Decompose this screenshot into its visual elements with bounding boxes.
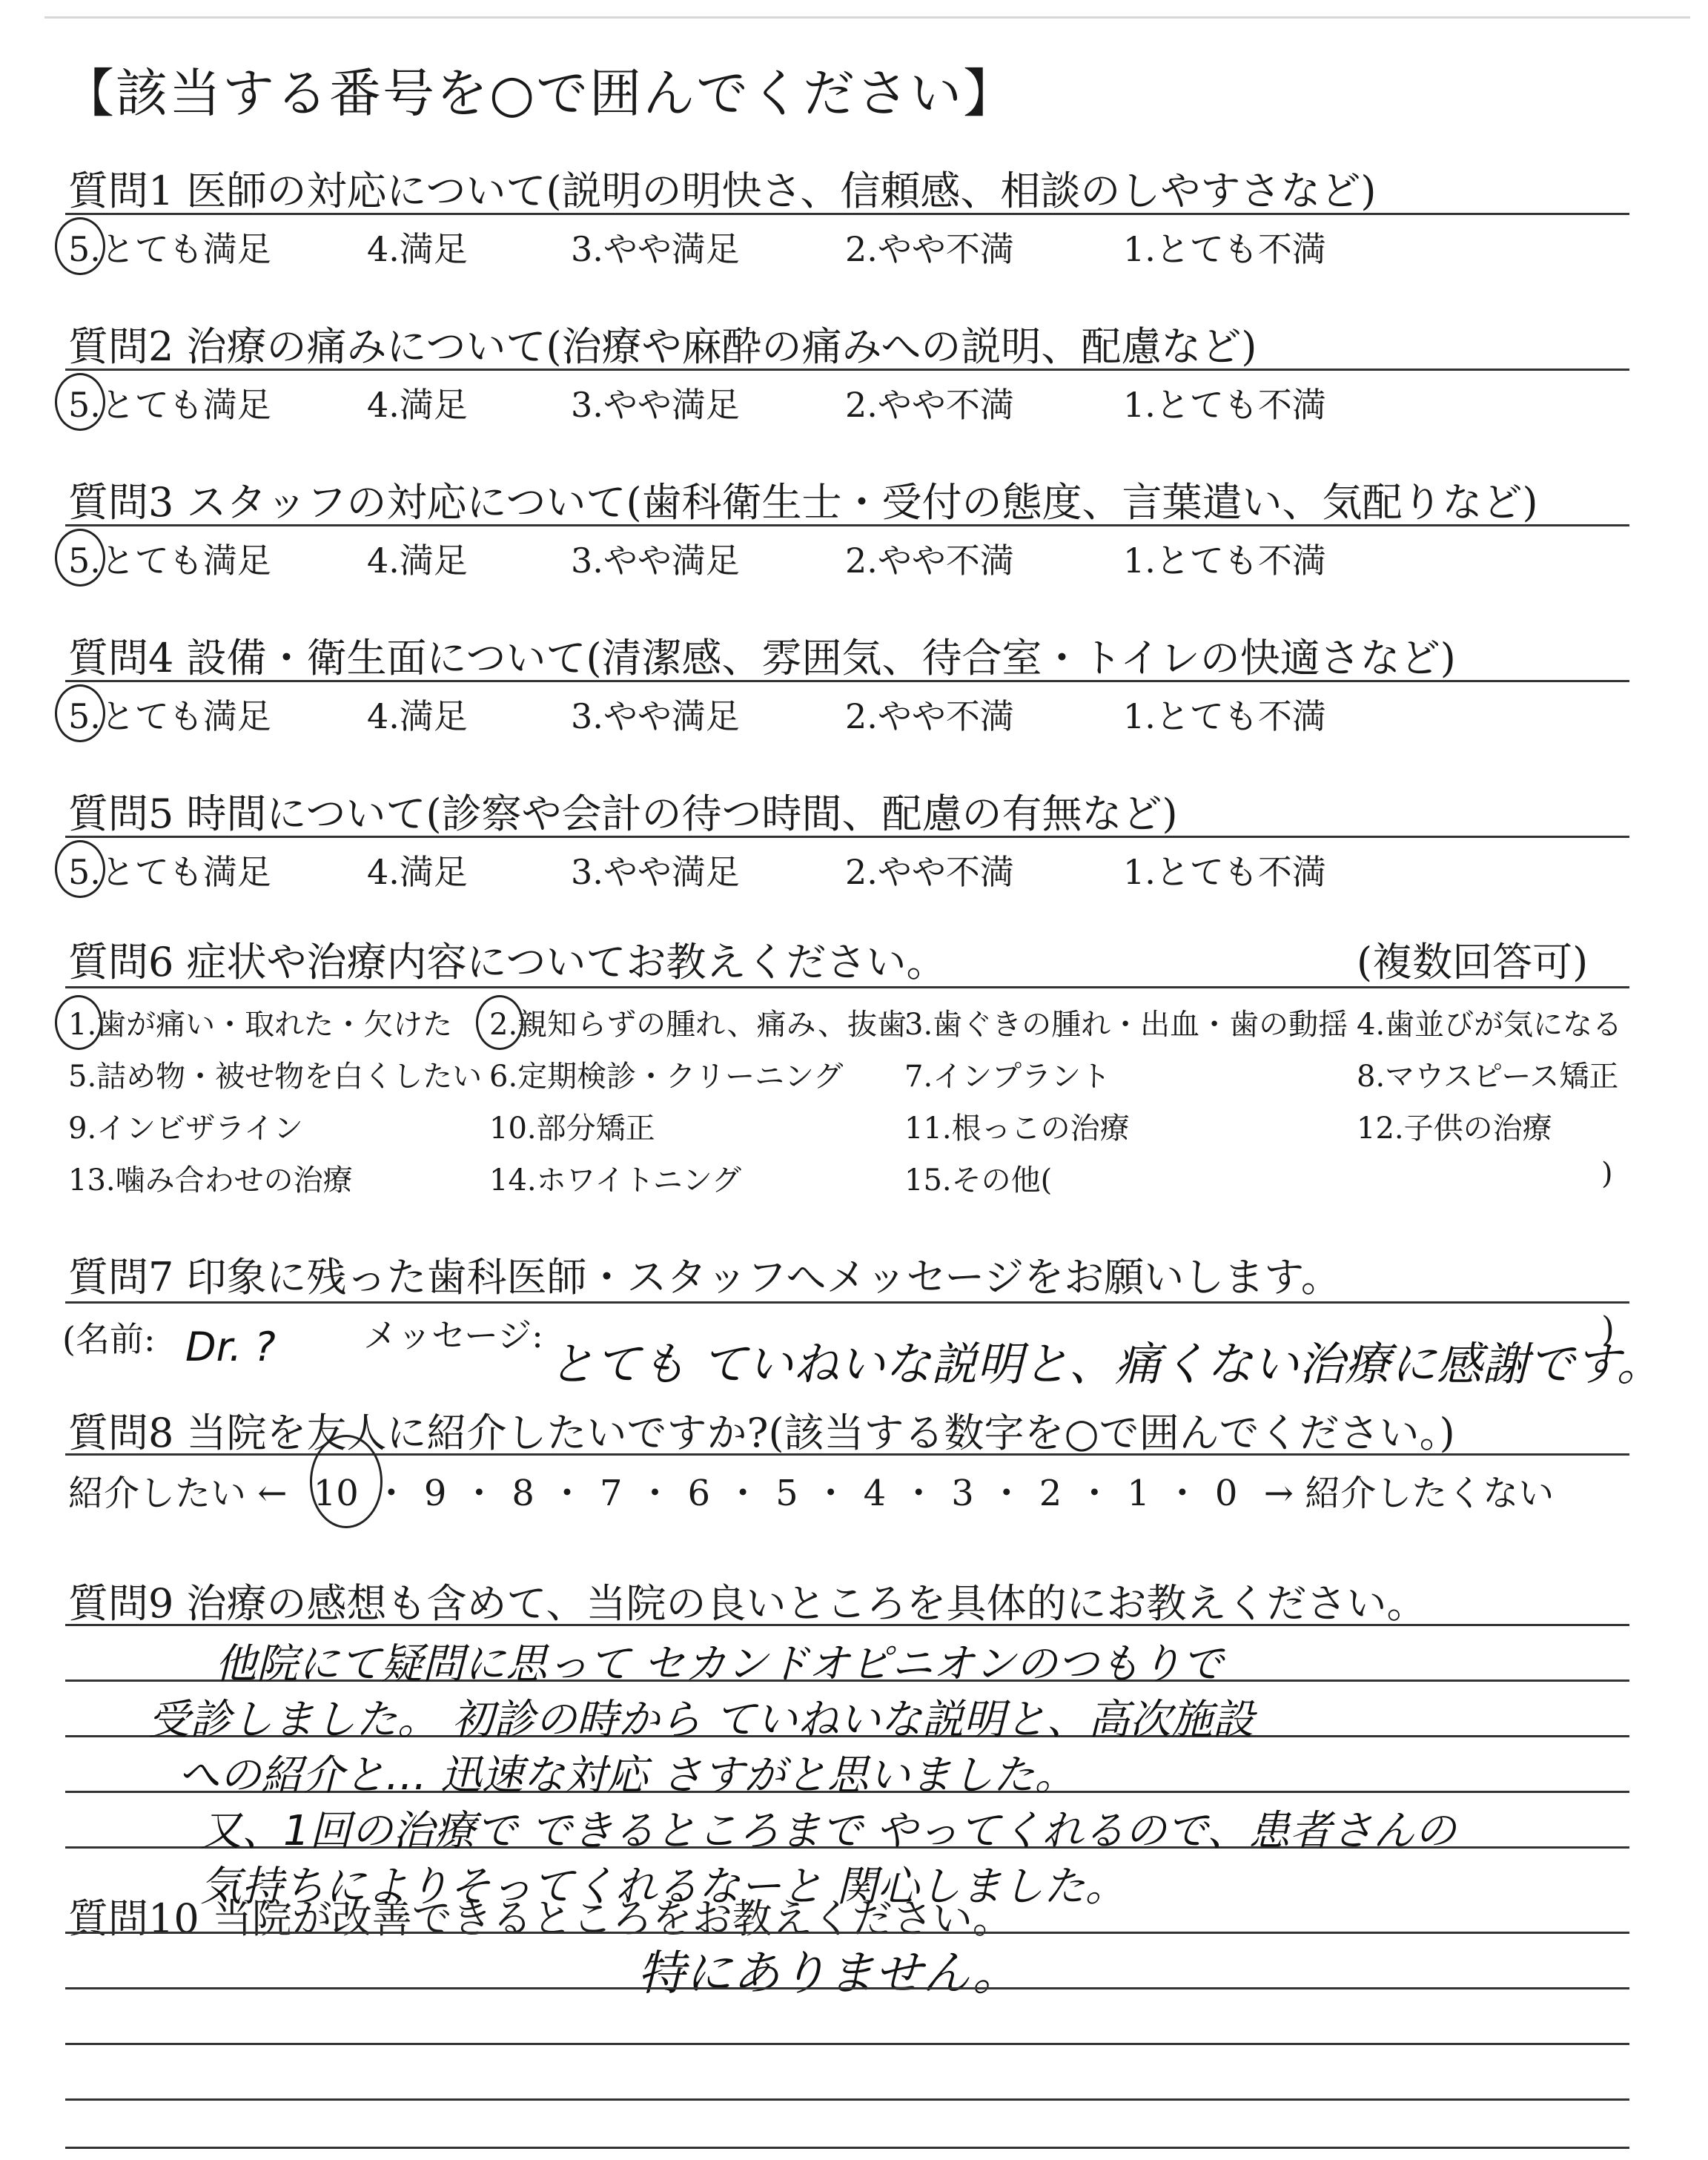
q4-selected-circle bbox=[55, 684, 105, 742]
scale-separator: ・ bbox=[1076, 1473, 1113, 1514]
q10-rule-5 bbox=[65, 2147, 1629, 2149]
q10-rule-1 bbox=[65, 1932, 1629, 1934]
q3-option-3[interactable]: 3.やや満足 bbox=[571, 541, 740, 581]
q6-option-10[interactable]: 10.部分矯正 bbox=[489, 1112, 655, 1146]
q6-option-14[interactable]: 14.ホワイトニング bbox=[489, 1163, 742, 1198]
q10-rule-4 bbox=[65, 2098, 1629, 2101]
scale-right-label: → 紹介したくない bbox=[1263, 1473, 1555, 1514]
q9-answer-line-1[interactable]: 他院にて疑問に思って セカンドオピニオンのつもりで bbox=[215, 1640, 1224, 1688]
q6-option-12[interactable]: 12.子供の治療 bbox=[1357, 1112, 1552, 1146]
q4-option-3[interactable]: 3.やや満足 bbox=[571, 696, 740, 736]
scale-left-label: 紹介したい ← bbox=[68, 1473, 288, 1514]
scale-value-5[interactable]: 5 bbox=[775, 1473, 798, 1514]
q6-option-4[interactable]: 4.歯並びが気になる bbox=[1357, 1008, 1623, 1042]
q5-option-5[interactable]: 5.とても満足 bbox=[68, 852, 271, 892]
q9-answer-line-5[interactable]: 気持ちによりそってくれるなーと 関心しました。 bbox=[200, 1863, 1127, 1911]
q1-option-4[interactable]: 4.満足 bbox=[367, 229, 468, 269]
q5-option-1[interactable]: 1.とても不満 bbox=[1123, 852, 1326, 892]
q3-label: 質問3 スタッフの対応について(歯科衛生士・受付の態度、言葉遣い、気配りなど) bbox=[68, 479, 1538, 526]
q4-label: 質問4 設備・衛生面について(清潔感、雰囲気、待合室・トイレの快適さなど) bbox=[68, 635, 1456, 681]
q6-note: (複数回答可) bbox=[1357, 939, 1589, 985]
q3-option-1[interactable]: 1.とても不満 bbox=[1123, 541, 1326, 581]
q6-selected-circle-1 bbox=[55, 995, 102, 1050]
q6-option-8[interactable]: 8.マウスピース矯正 bbox=[1357, 1060, 1619, 1094]
q6-option-3[interactable]: 3.歯ぐきの腫れ・出血・歯の動揺 bbox=[904, 1008, 1348, 1042]
q5-label: 質問5 時間について(診察や会計の待つ時間、配慮の有無など) bbox=[68, 790, 1178, 837]
q6-rule bbox=[65, 986, 1629, 988]
scale-value-10[interactable]: 10 bbox=[313, 1473, 359, 1514]
top-border bbox=[44, 16, 1690, 19]
scale-selected-circle bbox=[310, 1435, 383, 1528]
scale-value-6[interactable]: 6 bbox=[687, 1473, 711, 1514]
q7-name-value[interactable]: Dr. ? bbox=[185, 1324, 276, 1370]
q10-label: 質問10 当院が改善できるところをお教えください。 bbox=[68, 1895, 1013, 1942]
scale-value-9[interactable]: 9 bbox=[423, 1473, 447, 1514]
scale-separator: ・ bbox=[901, 1473, 937, 1514]
scale-value-3[interactable]: 3 bbox=[951, 1473, 974, 1514]
q9-answer-line-4[interactable]: 又、1回の治療で できるところまで やってくれるので、患者さんの bbox=[200, 1807, 1457, 1855]
q7-message-label: メッセージ: bbox=[363, 1315, 543, 1355]
q2-label: 質問2 治療の痛みについて(治療や麻酔の痛みへの説明、配慮など) bbox=[68, 323, 1257, 370]
form-title: 【該当する番号を○で囲んでください】 bbox=[62, 63, 1017, 124]
q6-option-5[interactable]: 5.詰め物・被せ物を白くしたい bbox=[68, 1060, 483, 1094]
q6-option-1[interactable]: 1.歯が痛い・取れた・欠けた bbox=[68, 1008, 453, 1042]
q10-rule-2 bbox=[65, 1987, 1629, 1989]
scale-separator: ・ bbox=[461, 1473, 497, 1514]
q10-rule-3 bbox=[65, 2043, 1629, 2045]
q8-rule bbox=[65, 1453, 1629, 1456]
scale-separator: ・ bbox=[373, 1473, 409, 1514]
q8-label: 質問8 当院を友人に紹介したいですか?(該当する数字を○で囲んでください。) bbox=[68, 1410, 1455, 1456]
q3-option-4[interactable]: 4.満足 bbox=[367, 541, 468, 581]
q2-option-2[interactable]: 2.やや不満 bbox=[845, 385, 1014, 425]
q6-option-7[interactable]: 7.インプラント bbox=[904, 1060, 1111, 1094]
q7-rule bbox=[65, 1301, 1629, 1304]
q5-option-3[interactable]: 3.やや満足 bbox=[571, 852, 740, 892]
q5-rule bbox=[65, 836, 1629, 838]
q6-selected-circle-2 bbox=[476, 995, 523, 1050]
scale-separator: ・ bbox=[637, 1473, 673, 1514]
q2-option-1[interactable]: 1.とても不満 bbox=[1123, 385, 1326, 425]
scale-value-1[interactable]: 1 bbox=[1127, 1473, 1150, 1514]
q3-rule bbox=[65, 524, 1629, 526]
q5-option-2[interactable]: 2.やや不満 bbox=[845, 852, 1014, 892]
q2-option-5[interactable]: 5.とても満足 bbox=[68, 385, 271, 425]
q3-option-2[interactable]: 2.やや不満 bbox=[845, 541, 1014, 581]
q4-option-2[interactable]: 2.やや不満 bbox=[845, 696, 1014, 736]
recommend-scale bbox=[68, 1464, 1554, 1516]
q1-option-3[interactable]: 3.やや満足 bbox=[571, 229, 740, 269]
q4-rule bbox=[65, 680, 1629, 682]
q7-name-label: (名前: bbox=[62, 1319, 156, 1359]
q5-selected-circle bbox=[55, 840, 105, 898]
q10-answer[interactable]: 特にありません。 bbox=[638, 1946, 1020, 2001]
q7-label: 質問7 印象に残った歯科医師・スタッフへメッセージをお願いします。 bbox=[68, 1254, 1341, 1301]
q6-option-13[interactable]: 13.噛み合わせの治療 bbox=[68, 1163, 353, 1198]
q1-option-1[interactable]: 1.とても不満 bbox=[1123, 229, 1326, 269]
q5-option-4[interactable]: 4.満足 bbox=[367, 852, 468, 892]
scale-value-8[interactable]: 8 bbox=[512, 1473, 534, 1514]
q4-option-5[interactable]: 5.とても満足 bbox=[68, 696, 271, 736]
scale-value-7[interactable]: 7 bbox=[599, 1473, 623, 1514]
q9-label: 質問9 治療の感想も含めて、当院の良いところを具体的にお教えください。 bbox=[68, 1580, 1427, 1627]
q6-option-2[interactable]: 2.親知らずの腫れ、痛み、抜歯 bbox=[489, 1008, 907, 1042]
scale-value-4[interactable]: 4 bbox=[863, 1473, 887, 1514]
scale-separator: ・ bbox=[549, 1473, 585, 1514]
q6-option-6[interactable]: 6.定期検診・クリーニング bbox=[489, 1060, 844, 1094]
q3-option-5[interactable]: 5.とても満足 bbox=[68, 541, 271, 581]
q4-option-4[interactable]: 4.満足 bbox=[367, 696, 468, 736]
q9-rule-1 bbox=[65, 1624, 1629, 1626]
scale-value-2[interactable]: 2 bbox=[1039, 1473, 1062, 1514]
scale-separator: ・ bbox=[725, 1473, 761, 1514]
q2-rule bbox=[65, 369, 1629, 371]
q6-label: 質問6 症状や治療内容についてお教えください。 bbox=[68, 939, 947, 985]
q6-option-11[interactable]: 11.根っこの治療 bbox=[904, 1112, 1130, 1146]
q1-option-2[interactable]: 2.やや不満 bbox=[845, 229, 1014, 269]
scale-separator: ・ bbox=[988, 1473, 1025, 1514]
q6-option-9[interactable]: 9.インビザライン bbox=[68, 1112, 303, 1146]
q2-option-4[interactable]: 4.満足 bbox=[367, 385, 468, 425]
q9-answer-line-2[interactable]: 受診しました。 初診の時から ていねいな説明と、高次施設 bbox=[148, 1696, 1254, 1744]
q7-message-value[interactable]: とても ていねいな説明と、痛くない治療に感謝です。 bbox=[549, 1337, 1663, 1391]
q7-close-paren: ) bbox=[1601, 1309, 1615, 1349]
q1-option-5[interactable]: 5.とても満足 bbox=[68, 229, 271, 269]
q2-selected-circle bbox=[55, 373, 105, 431]
q1-rule bbox=[65, 213, 1629, 215]
q2-option-3[interactable]: 3.やや満足 bbox=[571, 385, 740, 425]
q1-selected-circle bbox=[55, 217, 105, 275]
scale-value-0[interactable]: 0 bbox=[1214, 1473, 1238, 1514]
scale-separator: ・ bbox=[812, 1473, 849, 1514]
q4-option-1[interactable]: 1.とても不満 bbox=[1123, 696, 1326, 736]
q6-option-15[interactable]: 15.その他( bbox=[904, 1163, 1053, 1198]
q6-other-close: ) bbox=[1601, 1157, 1613, 1191]
q1-label: 質問1 医師の対応について(説明の明快さ、信頼感、相談のしやすさなど) bbox=[68, 168, 1377, 214]
q9-answer-line-3[interactable]: への紹介と… 迅速な対応 さすがと思いました。 bbox=[178, 1751, 1076, 1800]
scale-separator: ・ bbox=[1164, 1473, 1200, 1514]
q3-selected-circle bbox=[55, 529, 105, 587]
